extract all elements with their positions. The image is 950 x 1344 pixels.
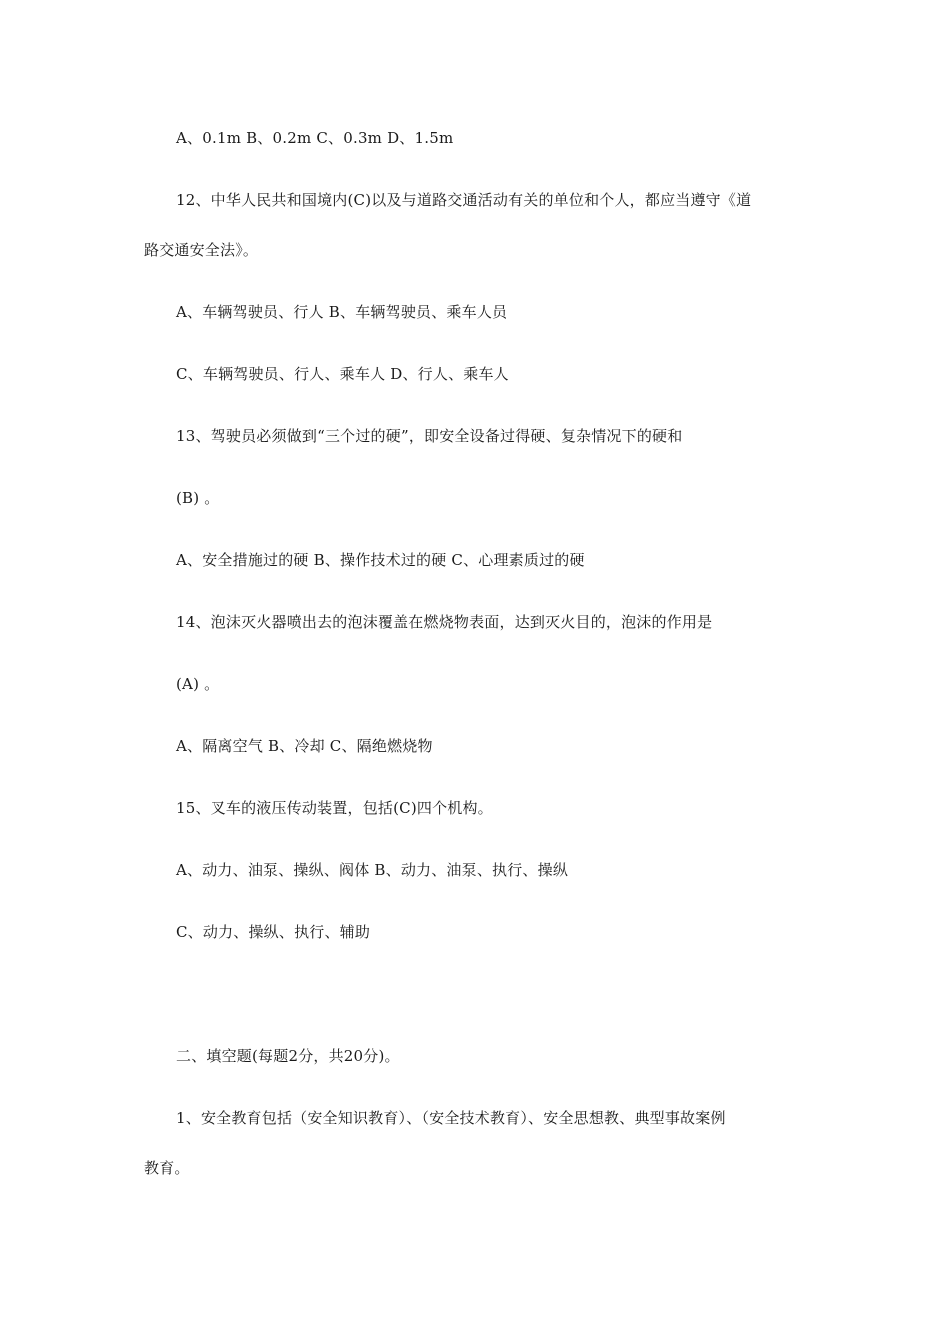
q15-options-c: C、动力、操纵、执行、辅助 [176,923,371,941]
q13-options: A、安全措施过的硬 B、操作技术过的硬 C、心理素质过的硬 [176,551,585,569]
q13-question: 13、驾驶员必须做到“三个过的硬”，即安全设备过得硬、复杂情况下的硬和 [176,427,683,445]
q14-question: 14、泡沫灭火器喷出去的泡沫覆盖在燃烧物表面，达到灭火目的，泡沫的作用是 [176,613,713,631]
section-heading: 二、填空题(每题2分，共20分)。 [176,1047,400,1065]
q15-options-ab: A、动力、油泵、操纵、阀体 B、动力、油泵、执行、操纵 [176,861,569,879]
q12-question: 12、中华人民共和国境内(C)以及与道路交通活动有关的单位和个人，都应当遵守《道 [176,191,752,209]
q14-answer: (A) 。 [176,675,220,693]
q12-question-cont: 路交通安全法》。 [144,241,259,259]
fill-q1-cont: 教育。 [144,1159,190,1177]
q15-question: 15、叉车的液压传动装置，包括(C)四个机构。 [176,799,493,817]
q14-options: A、隔离空气 B、冷却 C、隔绝燃烧物 [176,737,433,755]
q13-answer: (B) 。 [176,489,220,507]
fill-q1: 1、安全教育包括（安全知识教育）、（安全技术教育）、安全思想教、典型事故案例 [176,1109,726,1127]
q12-options-cd: C、车辆驾驶员、行人、乘车人 D、行人、乘车人 [176,365,509,383]
q11-options: A、0.1m B、0.2m C、0.3m D、1.5m [176,129,454,147]
q12-options-ab: A、车辆驾驶员、行人 B、车辆驾驶员、乘车人员 [176,303,508,321]
